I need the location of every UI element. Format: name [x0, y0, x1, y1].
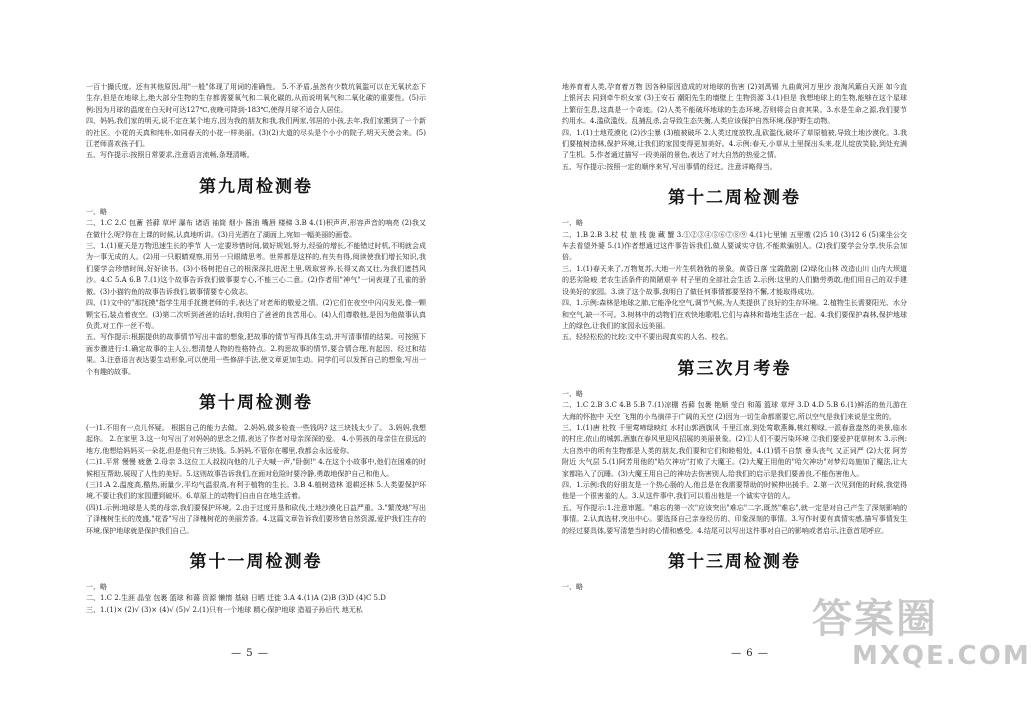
left-page-number: — 5 —	[231, 648, 269, 659]
left-section-title-week9: 第九周检测卷	[199, 176, 313, 197]
right-page-top-text	[562, 82, 907, 173]
right-section-title-week13: 第十三周检测卷	[668, 552, 801, 572]
answer-paragraph: 五、写作提示:1.注意审题。"难忘的第一次"应该突出"难忘"二字,既然"难忘",就一定是对自己产生了深刻影响的事情。2.认真选材,突出中心。要选择自己亲身经历的、印象深刻的事情。3.写作时要有真情实感,描写事情发生的经过要具体,要写清楚当时的心情和感受。4.结尾可以写出这件事对自己的影响或者启示,注意首尾呼应。	[562, 503, 907, 535]
answer-paragraph: 三、1.(1)夏天是万物迅速生长的季节 人一定要珍惜时间,做好规划,努力,经验的增长,不能错过时机,不明就会成为一事无成的人。(2)用一只眼睛观察,用另一只眼睛思考。世界都是这样的,有失有得,阅读使我们增长知识,我们要学会珍惜时间,好好读书。(3)小杨树把自己的根深深扎进泥土里,吸取营养,长得又高又壮,为我们遮挡风沙。4.C 5.A 6.B 7.(1)这个故事告诉我们做事要专心,不能三心二意。(2)作者用"神气"一词表现了孔雀的骄傲。(3)小猫钓鱼的故事告诉我们,做事情要专心致志。	[86, 242, 426, 296]
answer-paragraph: 一百十撮氏度。还有其他原因,用"一般"体现了用词的准确性。 5.不矛盾,虽然有少数坑氧滥可以在无氧状态下生存,但是在地球上,绝大部分生物的生存都需要氧气和二氧化碳的,从而说明氧气和二氧化碳的重要性。(5)示例:因为月球的温度在白天时可达127℃,夜晚可降到-183℃,使得月球不适合人居住。	[86, 83, 426, 114]
answer-paragraph: (三)1.A 2.温度高,酷热,雨量少,平均气温很高,有利于植物的生长。3.B 4.植树造林 退耕还林 5.人类要保护环境,不要让我们的家园遭到破坏。6.草原上的动物们自由自在地生活着。	[86, 480, 426, 501]
answer-paragraph: (一)1.不用有一点儿怀疑。 根据自己的能力去做。 2.妈妈,做多检查一些钱吗? 这三块钱太少了。 3.妈妈,我想起你。 2.在家里 3.这一句写出了对妈妈的思念之情,表达了作者对母亲深深的爱。 4.小男孩的母亲住在很远的地方,他想给妈妈买一朵花,但是他只有三块钱。5.妈妈,不管你在哪里,我都会永远爱你。	[86, 423, 426, 455]
answer-paragraph: 一、略	[562, 583, 583, 591]
answer-paragraph: 二、1.B 2.B 3.杖 杖 旅 栈 旎 藏 蟹 3.①②③④⑤⑥⑦⑧⑨ 4.(1)七里铺 五里墩 (2)5 10 (3)12 6 (5)乘坐公交车去看望外婆 5.(1)作者想通过这件事告诉我们,做人要诚实守信,不能欺骗别人。(2)我们要学会分享,快乐会加倍。	[562, 230, 907, 262]
answer-paragraph: 一、略	[562, 219, 583, 228]
answer-paragraph: 五、写作提示:根据提供的故事情节写出丰富的想象,把故事的情节写得具体生动,并写清事情的结果。可按照下面步骤进行:1.确定故事的主人公,想清楚人物的性格特点。2.构思故事的情节,要合情合理,有起因、经过和结果。3.注意语言表达要生动形象,可以使用一些修辞手法,使文章更加生动。同学们可以发挥自己的想象,写出一个有趣的故事。	[86, 333, 426, 376]
answer-paragraph: 四、妈妈,我们家的明天,说不定在某个地方,因为我的朋友和我,我们两家,邻居的小孩,去年,我们家搬到了一个新的社区。小花的天真和纯朴,如同春天的小花一样美丽。(3)(2)大道的尽头是个小小的院子,明天天使会来。(5)江老师喜欢孩子们。	[86, 117, 426, 149]
right-section-week13-body	[562, 582, 907, 593]
left-section-week11-body	[86, 582, 426, 616]
right-section-monthly-exam-body	[562, 389, 907, 537]
left-page	[0, 0, 500, 707]
watermark-main-text: 答案圈	[812, 596, 938, 642]
watermark-sub-text: MXQE.COM	[852, 641, 1031, 671]
answer-paragraph: 二、1.C 2.生涯 晶莹 包裹 篮球 和蔼 资源 懒惰 基础 日晒 迁徙 3.A 4.(1)A (2)B (3)D (4)C 5.D	[86, 594, 386, 603]
answer-paragraph: 地养育着人类,孕育着万物 因各种原因造成的对地球的伤害 (2)刘禹锡 九曲黄河万里沙 浪淘风簸自天涯 如今直上银河去 同到牵牛织女家 (3)王安石 潮阳先生的墙壁上 生物资源 3.(1)但是 我想地球上的生物,能够在这个星球上繁衍生息,这真是一个奇迹。(2)人类不能破坏地球的生态环境,否则将会自食其果。3.水是生命之源,我们要节约用水。4.滥砍滥伐、乱捕乱杀,会导致生态失衡,人类应该保护自然环境,保护野生动物。	[562, 83, 907, 126]
left-section-week10-body	[86, 423, 426, 537]
answer-paragraph: 二、1.C 2.B 3.C 4.B 5.B 7.(1)凉棚 苔藓 包裹 艳顺 莹白 和蔼 篮球 草坪 3.D 4.D 5.B 6.(1)鲜活的鱼儿游在大海的怀抱中 天空 飞翔的小鸟徜徉于广阔的天空 (2)因为一切生命都需要它,所以空气是我们来说是宝贵的。	[562, 401, 907, 421]
answer-paragraph: 一、略	[562, 389, 583, 398]
answer-paragraph: 五、写作提示:按照日常要求,注意语言流畅,条理清晰。	[86, 151, 254, 160]
left-page-column	[86, 82, 426, 616]
answer-paragraph: 二、1.C 2.C 包蓄 苔藓 草坪 瀑布 诸语 袖筒 烟小 酱油 嘴唇 楼梯 3.B 4.(1)积声声,形容声音的响亮 (2)我又在做什么呢?你在上课的时候,认真地听讲。(3)月光洒在了湖面上,宛如一幅美丽的画卷。	[86, 219, 426, 239]
answer-paragraph: 五、写作提示:按照一定的顺序来写,写出事情的经过。注意详略得当。	[562, 162, 777, 171]
left-section-title-week10: 第十周检测卷	[199, 392, 313, 413]
right-section-title-week12: 第十二周检测卷	[668, 188, 801, 209]
answer-paragraph: 四、1.(1)土地荒漠化 (2)沙尘暴 (3)植被破坏 2.人类过度放牧,乱砍滥伐,破坏了草原植被,导致土地沙漠化。3.我们要植树造林,保护环境,让我们的家园变得更加美好。4.示例:春天,小草从土里探出头来,花儿绽放笑脸,到处充满了生机。5.作者通过描写一段美丽的景色,表达了对大自然的热爱之情。	[562, 128, 907, 160]
answer-paragraph: 三、1.(1)唐 杜牧 千里莺啼绿映红 水村山郭酒旗风 千里江南,到处莺歌燕舞,桃红柳绿,一派春意盎然的美景,临水的村庄,依山的城郭,酒旗在春风里迎风招展的美丽景象。(2)①人们不要污染环境 ②我们要爱护花草树木 3.示例:大自然中的所有生物都是人类的朋友,我们要和它们和睦相处。4.(1)情不自禁 垂头丧气 又正词严 (2)大花 阿芳 附近 大气层 5.(1)阿芳用他的"哈欠神功"打败了大魔王。(2)大魔王用他的"哈欠神功"对梦幻岛施加了魔法,让大家都陷入了沉睡。(3)大魔王用自己的神功去伤害别人,给我们的启示是我们要善良,不能伤害他人。	[562, 423, 907, 478]
answer-paragraph: 三、1.(1)春天来了,万物复苏,大地一片生机勃勃的景象。黄昏日落 宝霞散剧 (2)绿化山林 改造山川 山内大坝道的恶劣险峻 老农生活条件的简陋艰辛 村子里的全部社会生活 2.示例:这里的人们勤劳勇敢,他们用自己的双手建设美好的家园。3.读了这个故事,我明白了做任何事情都要坚持不懈,才能取得成功。	[562, 264, 907, 296]
right-section-week12-body	[562, 218, 907, 343]
answer-paragraph: 五、轻轻松松的比较:文中不要出现真实的人名、校名。	[562, 333, 733, 342]
answer-paragraph: (四)1.示例:地球是人类的母亲,我们要保护环境。2.由于过度开垦和砍伐,土地沙漠化日益严重。3."繁茂地"写出了泽槐树生长的茂盛,"花香"写出了泽槐树花的美丽芳香。4.这篇文章告诉我们要珍惜自然资源,爱护我们生存的环境,保护地球就是保护我们自己。	[86, 503, 426, 535]
answer-paragraph: 一、略	[86, 207, 107, 216]
right-section-title-monthly-exam: 第三次月考卷	[677, 358, 792, 379]
answer-paragraph: 四、1.示例:森林是地球之肺,它能净化空气,调节气候,为人类提供了良好的生存环境。2.植物生长需要阳光、水分和空气,缺一不可。3.树林中的动物们在欢快地歌唱,它们与森林和谐地生活在一起。4.我们要保护森林,保护地球上的绿色,让我们的家园永远美丽。	[562, 299, 907, 330]
answer-paragraph: 四、(1)文中的"那抚摸"指学生用手抚摸老师的手,表达了对老师的敬爱之情。(2)它们在夜空中闪闪发光,像一颗颗宝石,装点着夜空。(3)第二次听到爸爸的话时,我明白了爸爸的良苦用心。(4)人们尊敬他,是因为他做事认真负责,对工作一丝不苟。	[86, 299, 426, 330]
answer-paragraph: 三、1.(1)× (2)√ (3)× (4)√ (5)√ 2.(1)只有一个地球 精心保护地球 造福子孙后代 地无私	[86, 605, 363, 614]
answer-paragraph: 一、略	[86, 583, 107, 591]
left-page-top-text	[86, 82, 426, 162]
right-page-number: — 6 —	[731, 648, 769, 659]
watermark-logo	[812, 596, 1031, 687]
left-section-title-week11: 第十一周检测卷	[189, 552, 323, 572]
left-section-week9-body	[86, 207, 426, 378]
right-page-column	[562, 82, 907, 593]
answer-paragraph: (二)1.平常 慢慢 疲惫 2.母亲 3.这位工人叔叔向他的儿子大喊一声,"卧倒!" 4.在这个小故事中,他们在困难的时候相互帮助,展现了人性的美好。5.这则故事告诉我们,在面对危险时要冷静,勇敢地保护自己和他人。	[86, 458, 426, 478]
answer-paragraph: 四、1.示例:我的好朋友是一个热心肠的人,他总是在我需要帮助的时候伸出援手。2.第一次见到他的时候,我觉得他是一个很害羞的人。3.从这件事中,我们可以看出他是一个诚实守信的人。	[562, 480, 907, 501]
